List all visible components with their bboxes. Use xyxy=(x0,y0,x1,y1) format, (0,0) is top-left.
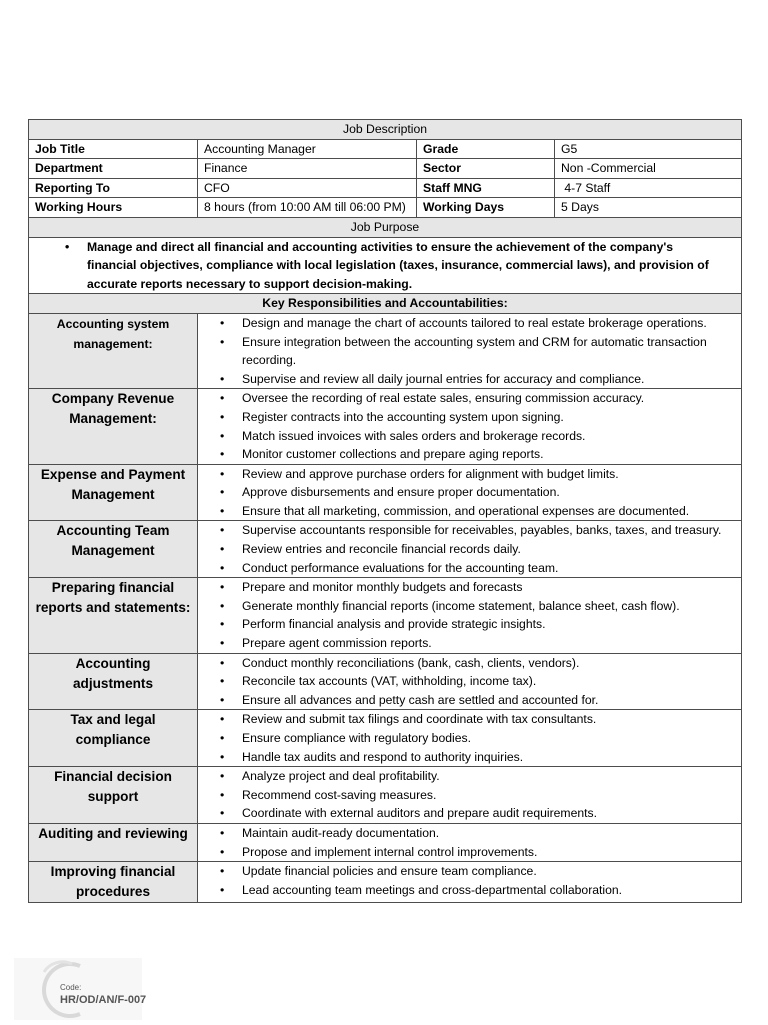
task-list xyxy=(204,578,735,652)
responsibility-tasks xyxy=(198,653,742,710)
responsibility-tasks xyxy=(198,313,742,388)
task-list xyxy=(204,314,735,388)
responsibility-area: Financial decision support xyxy=(29,767,198,824)
task-item: • Ensure integration between the accounting system and CRM for automatic transaction recording. xyxy=(242,333,727,370)
purpose-heading-row xyxy=(29,217,742,237)
task-item: • Supervise and review all daily journal entries for accuracy and compliance. xyxy=(242,370,727,389)
info-value: 4-7 Staff xyxy=(555,178,742,198)
responsibility-tasks xyxy=(198,767,742,824)
task-item: • Ensure all advances and petty cash are settled and accounted for. xyxy=(242,691,727,710)
task-item: • Prepare agent commission reports. xyxy=(242,634,727,653)
task-item: • Design and manage the chart of accounts tailored to real estate brokerage operations. xyxy=(242,314,727,333)
task-item: • Approve disbursements and ensure proper documentation. xyxy=(242,483,727,502)
responsibility-area: Accounting adjustments xyxy=(29,653,198,710)
responsibility-tasks xyxy=(198,710,742,767)
responsibility-row xyxy=(29,313,742,388)
purpose-cell xyxy=(29,237,742,294)
form-code xyxy=(60,983,146,1007)
task-item: • Coordinate with external auditors and prepare audit requirements. xyxy=(242,804,727,823)
task-list xyxy=(204,654,735,710)
task-item: • Handle tax audits and respond to authority inquiries. xyxy=(242,748,727,767)
responsibility-row xyxy=(29,862,742,903)
task-item: • Conduct performance evaluations for the accounting team. xyxy=(242,559,727,578)
info-label: Working Days xyxy=(417,198,555,218)
responsibility-area: Accounting system management: xyxy=(29,313,198,388)
responsibilities-heading-row xyxy=(29,294,742,314)
task-item: • Update financial policies and ensure team compliance. xyxy=(242,862,727,881)
task-list xyxy=(204,862,735,899)
responsibility-tasks xyxy=(198,823,742,861)
responsibility-row xyxy=(29,521,742,578)
task-list xyxy=(204,824,735,861)
info-label: Department xyxy=(29,159,198,179)
responsibility-row xyxy=(29,767,742,824)
task-item: • Ensure that all marketing, commission, and operational expenses are documented. xyxy=(242,502,727,521)
info-value: Accounting Manager xyxy=(198,139,417,159)
info-value: Finance xyxy=(198,159,417,179)
task-list xyxy=(204,710,735,766)
responsibilities-heading: Key Responsibilities and Accountabilities: xyxy=(29,294,742,314)
task-item: • Match issued invoices with sales orders and brokerage records. xyxy=(242,427,727,446)
responsibility-tasks xyxy=(198,464,742,521)
info-value: 8 hours (from 10:00 AM till 06:00 PM) xyxy=(198,198,417,218)
task-item: • Review and approve purchase orders for alignment with budget limits. xyxy=(242,465,727,484)
task-list xyxy=(204,465,735,521)
form-code-value: HR/OD/AN/F-007 xyxy=(60,994,147,1006)
info-label: Job Title xyxy=(29,139,198,159)
info-value: Non -Commercial xyxy=(555,159,742,179)
task-item: • Conduct monthly reconciliations (bank, cash, clients, vendors). xyxy=(242,654,727,673)
task-item: • Register contracts into the accounting system upon signing. xyxy=(242,408,727,427)
responsibility-tasks xyxy=(198,578,742,653)
task-item: • Recommend cost-saving measures. xyxy=(242,786,727,805)
task-list xyxy=(204,389,735,463)
job-description-table xyxy=(28,119,742,903)
info-label: Sector xyxy=(417,159,555,179)
task-item: • Supervise accountants responsible for receivables, payables, banks, taxes, and treasury. xyxy=(242,521,727,540)
purpose-text: • Manage and direct all financial and accounting activities to ensure the achievement of the company's financial objectives, compliance with local legislation (taxes, insurance, commercial laws), and provision of accurate reports necessary to support decision-making. xyxy=(87,238,721,294)
task-item: • Review and submit tax filings and coordinate with tax consultants. xyxy=(242,710,727,729)
task-list xyxy=(204,767,735,823)
responsibility-row xyxy=(29,710,742,767)
task-item: • Prepare and monitor monthly budgets and forecasts xyxy=(242,578,727,597)
info-row xyxy=(29,139,742,159)
responsibility-area: Preparing financial reports and statements: xyxy=(29,578,198,653)
responsibility-area: Tax and legal compliance xyxy=(29,710,198,767)
task-list xyxy=(204,521,735,577)
responsibility-row xyxy=(29,389,742,464)
info-row xyxy=(29,159,742,179)
info-value: CFO xyxy=(198,178,417,198)
task-item: • Review entries and reconcile financial records daily. xyxy=(242,540,727,559)
info-label: Working Hours xyxy=(29,198,198,218)
responsibility-area: Accounting Team Management xyxy=(29,521,198,578)
responsibility-row xyxy=(29,464,742,521)
purpose-row xyxy=(29,237,742,294)
responsibility-tasks xyxy=(198,521,742,578)
responsibility-tasks xyxy=(198,389,742,464)
form-code-label: Code: xyxy=(60,983,82,992)
info-label: Staff MNG xyxy=(417,178,555,198)
responsibility-area: Auditing and reviewing xyxy=(29,823,198,861)
task-item: • Analyze project and deal profitability. xyxy=(242,767,727,786)
task-item: • Lead accounting team meetings and cross-departmental collaboration. xyxy=(242,881,727,900)
info-value: G5 xyxy=(555,139,742,159)
task-item: • Oversee the recording of real estate sales, ensuring commission accuracy. xyxy=(242,389,727,408)
responsibility-area: Improving financial procedures xyxy=(29,862,198,903)
responsibility-area: Expense and Payment Management xyxy=(29,464,198,521)
header-row xyxy=(29,120,742,140)
responsibility-row xyxy=(29,578,742,653)
purpose-list xyxy=(35,238,735,294)
task-item: • Monitor customer collections and prepare aging reports. xyxy=(242,445,727,464)
task-item: • Propose and implement internal control improvements. xyxy=(242,843,727,862)
responsibility-row xyxy=(29,823,742,861)
responsibility-tasks xyxy=(198,862,742,903)
task-item: • Ensure compliance with regulatory bodies. xyxy=(242,729,727,748)
task-item: • Reconcile tax accounts (VAT, withholding, income tax). xyxy=(242,672,727,691)
purpose-heading: Job Purpose xyxy=(29,217,742,237)
task-item: • Generate monthly financial reports (income statement, balance sheet, cash flow). xyxy=(242,597,727,616)
task-item: • Maintain audit-ready documentation. xyxy=(242,824,727,843)
info-row xyxy=(29,178,742,198)
info-label: Grade xyxy=(417,139,555,159)
info-row xyxy=(29,198,742,218)
info-label: Reporting To xyxy=(29,178,198,198)
document-title: Job Description xyxy=(29,120,742,140)
responsibility-row xyxy=(29,653,742,710)
info-value: 5 Days xyxy=(555,198,742,218)
task-item: • Perform financial analysis and provide strategic insights. xyxy=(242,615,727,634)
responsibility-area: Company Revenue Management: xyxy=(29,389,198,464)
job-description-document xyxy=(28,119,741,903)
